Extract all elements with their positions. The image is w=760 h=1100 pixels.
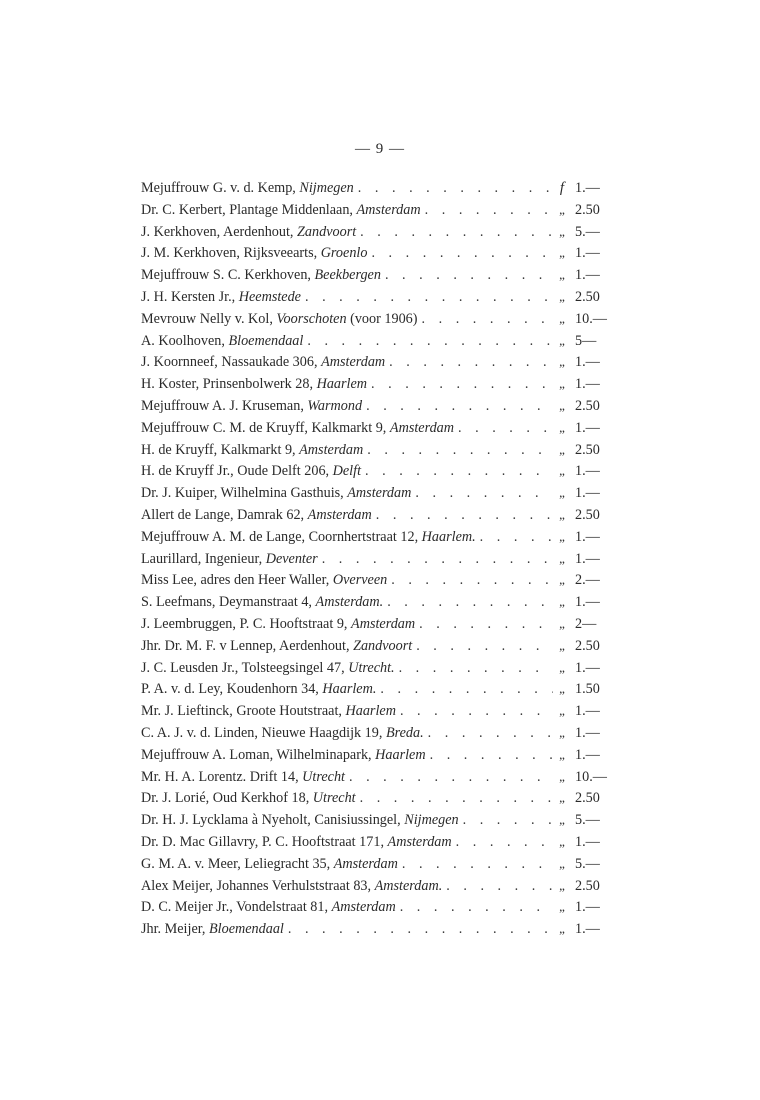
entry-name: A. Koolhoven,	[141, 332, 229, 349]
currency-mark: „	[559, 812, 565, 828]
entry-name: Jhr. Dr. M. F. v Lennep, Aerdenhout,	[141, 637, 354, 654]
list-item	[141, 551, 611, 573]
dot-leader	[459, 812, 553, 829]
currency-mark: „	[559, 659, 565, 675]
entry-name: Laurillard, Ingenieur,	[141, 550, 266, 567]
entry-name: Mevrouw Nelly v. Kol,	[141, 310, 277, 327]
dot-leader	[363, 442, 553, 459]
entry-place: Amsterdam	[331, 899, 396, 916]
entry-text	[141, 878, 442, 895]
entry-name: Mr. J. Lieftinck, Groote Houtstraat,	[141, 703, 346, 720]
currency-mark: „	[559, 397, 565, 413]
amount: 5.—	[575, 812, 600, 829]
list-item	[141, 398, 611, 420]
currency-mark: „	[559, 332, 565, 348]
entry-text	[141, 354, 385, 371]
amount: 2—	[575, 615, 597, 632]
entry-name: Mejuffrouw G. v. d. Kemp,	[141, 180, 300, 196]
entry-place: Zandvoort	[297, 223, 357, 240]
entry-name: Dr. H. J. Lycklama à Nyeholt, Canisiussingel,	[141, 812, 405, 829]
dot-leader	[442, 878, 553, 895]
entry-text	[141, 333, 303, 350]
entry-name: Mejuffrouw A. J. Kruseman,	[141, 397, 308, 414]
list-item	[141, 333, 611, 355]
amount: 1.—	[575, 419, 600, 436]
entry-text	[141, 289, 301, 306]
dot-leader	[356, 224, 553, 241]
entry-name: H. de Kruyff Jr., Oude Delft 206,	[141, 463, 333, 480]
entry-text	[141, 725, 424, 742]
currency-mark: „	[559, 703, 565, 719]
currency-mark: „	[559, 899, 565, 915]
entry-name: D. C. Meijer Jr., Vondelstraat 81,	[141, 899, 332, 916]
currency-mark: „	[559, 594, 565, 610]
list-item	[141, 616, 611, 638]
entry-name: Mejuffrouw A. M. de Lange, Coornhertstraat 12,	[141, 528, 422, 545]
entry-suffix: (voor 1906)	[346, 310, 418, 327]
entry-text	[141, 638, 412, 655]
entry-text	[141, 572, 387, 589]
entry-place: Heemstede	[238, 288, 301, 305]
entry-text	[141, 202, 421, 219]
entry-place: Amsterdam	[387, 833, 452, 850]
currency-mark: „	[559, 681, 565, 697]
list-item	[141, 289, 611, 311]
dot-leader	[411, 485, 553, 502]
list-item	[141, 507, 611, 529]
entry-place: Bloemendaal	[228, 332, 304, 349]
entry-text	[141, 311, 418, 328]
list-item	[141, 224, 611, 246]
amount: 1.—	[575, 833, 600, 850]
entry-place: Amsterdam	[307, 506, 372, 523]
currency-mark: „	[559, 855, 565, 871]
amount: 2.50	[575, 397, 600, 414]
entry-text	[141, 834, 452, 851]
amount: 1.50	[575, 681, 600, 698]
entry-place: Breda.	[385, 724, 424, 741]
entry-place: Amsterdam	[351, 615, 416, 632]
amount: 5.—	[575, 223, 600, 240]
list-item	[141, 660, 611, 682]
entry-place: Haarlem	[375, 746, 426, 763]
entry-place: Voorschoten	[276, 310, 347, 327]
entry-text	[141, 442, 363, 459]
currency-mark: „	[559, 419, 565, 435]
list-item	[141, 245, 611, 267]
dot-leader	[452, 834, 553, 851]
list-item	[141, 725, 611, 747]
dot-leader	[367, 245, 553, 262]
list-item	[141, 442, 611, 464]
entry-text	[141, 921, 284, 938]
list-item	[141, 681, 611, 703]
entry-text	[141, 856, 398, 873]
dot-leader	[421, 202, 553, 219]
amount: 1.—	[575, 746, 600, 763]
list-item	[141, 180, 611, 202]
list-item	[141, 747, 611, 769]
amount: 5—	[575, 332, 597, 349]
list-item	[141, 769, 611, 791]
dot-leader	[356, 790, 553, 807]
currency-mark: „	[559, 201, 565, 217]
entry-name: Dr. C. Kerbert, Plantage Middenlaan,	[141, 201, 357, 218]
entry-text	[141, 660, 395, 677]
entry-name: J. H. Kersten Jr.,	[141, 288, 239, 305]
currency-mark: „	[559, 223, 565, 239]
amount: 2.50	[575, 790, 600, 807]
entry-text	[141, 812, 459, 829]
entry-name: Miss Lee, adres den Heer Waller,	[141, 572, 333, 589]
entry-text	[141, 790, 356, 807]
dot-leader	[367, 376, 553, 393]
currency-mark: f	[559, 180, 565, 196]
entry-place: Zandvoort	[353, 637, 413, 654]
list-item	[141, 202, 611, 224]
currency-mark: „	[559, 790, 565, 806]
amount: 10.—	[575, 768, 607, 785]
currency-mark: „	[559, 267, 565, 283]
list-item	[141, 529, 611, 551]
entry-text	[141, 267, 381, 284]
list-item	[141, 420, 611, 442]
amount: 1.—	[575, 354, 600, 371]
dot-leader	[376, 681, 553, 698]
currency-mark: „	[559, 615, 565, 631]
dot-leader	[385, 354, 553, 371]
list-item	[141, 899, 611, 921]
amount: 2.50	[575, 877, 600, 894]
entry-name: S. Leefmans, Deymanstraat 4,	[141, 594, 316, 611]
dot-leader	[454, 420, 553, 437]
entry-place: Amsterdam	[333, 855, 398, 872]
entry-name: Allert de Lange, Damrak 62,	[141, 506, 308, 523]
entry-name: Dr. J. Kuiper, Wilhelmina Gasthuis,	[141, 485, 348, 502]
entry-text	[141, 507, 372, 524]
list-item	[141, 703, 611, 725]
amount: 2.—	[575, 572, 600, 589]
dot-leader	[396, 899, 553, 916]
entry-name: G. M. A. v. Meer, Leliegracht 35,	[141, 855, 334, 872]
dot-leader	[476, 529, 553, 546]
dot-leader	[372, 507, 553, 524]
entry-place: Haarlem.	[421, 528, 476, 545]
list-item	[141, 376, 611, 398]
dot-leader	[412, 638, 553, 655]
entry-name: Mejuffrouw A. Loman, Wilhelminapark,	[141, 746, 376, 763]
list-item	[141, 572, 611, 594]
entry-text	[141, 747, 426, 764]
list-item	[141, 485, 611, 507]
currency-mark: „	[559, 485, 565, 501]
currency-mark: „	[559, 506, 565, 522]
amount: 1.—	[575, 245, 600, 262]
list-item	[141, 311, 611, 333]
entry-text	[141, 485, 411, 502]
dot-leader	[383, 594, 553, 611]
dot-leader	[381, 267, 553, 284]
entry-place: Utrecht.	[348, 659, 395, 676]
entry-place: Amsterdam	[299, 441, 364, 458]
amount: 2.50	[575, 506, 600, 523]
currency-mark: „	[559, 746, 565, 762]
entry-name: J. M. Kerkhoven, Rijksveearts,	[141, 245, 321, 262]
dot-leader	[318, 551, 553, 568]
entry-place: Nijmegen	[404, 812, 459, 829]
entry-place: Amsterdam.	[315, 594, 384, 611]
amount: 1.—	[575, 659, 600, 676]
dot-leader	[362, 398, 553, 415]
dot-leader	[418, 311, 554, 328]
entry-place: Groenlo	[320, 245, 368, 262]
entry-name: Alex Meijer, Johannes Verhulststraat 83,	[141, 877, 375, 894]
dot-leader	[284, 921, 553, 938]
dot-leader	[301, 289, 553, 306]
dot-leader	[345, 769, 553, 786]
amount: 2.50	[575, 288, 600, 305]
currency-mark: „	[559, 310, 565, 326]
currency-mark: „	[559, 288, 565, 304]
entry-name: C. A. J. v. d. Linden, Nieuwe Haagdijk 19,	[141, 724, 386, 741]
entry-name: Mejuffrouw C. M. de Kruyff, Kalkmarkt 9,	[141, 419, 390, 436]
entry-place: Amsterdam	[356, 201, 421, 218]
entry-text	[141, 681, 376, 698]
dot-leader	[303, 333, 553, 350]
page-number: — 9 —	[355, 141, 405, 157]
entry-text	[141, 245, 367, 262]
list-item	[141, 921, 611, 943]
entry-place: Delft	[332, 463, 362, 480]
dot-leader	[361, 463, 553, 480]
amount: 1.—	[575, 703, 600, 720]
amount: 10.—	[575, 310, 607, 327]
currency-mark: „	[559, 245, 565, 261]
currency-mark: „	[559, 768, 565, 784]
list-item	[141, 834, 611, 856]
entry-text	[141, 376, 367, 393]
entry-place: Nijmegen	[299, 180, 354, 196]
dot-leader	[424, 725, 553, 742]
list-item	[141, 812, 611, 834]
amount: 1.—	[575, 550, 600, 567]
currency-mark: „	[559, 833, 565, 849]
entry-place: Haarlem	[316, 376, 368, 393]
amount: 5.—	[575, 855, 600, 872]
list-item	[141, 856, 611, 878]
entry-place: Warmond	[307, 397, 363, 414]
currency-mark: „	[559, 572, 565, 588]
currency-mark: „	[559, 376, 565, 392]
amount: 1.—	[575, 180, 600, 196]
currency-mark: „	[559, 877, 565, 893]
entry-name: Mejuffrouw S. C. Kerkhoven,	[141, 267, 315, 284]
list-item	[141, 463, 611, 485]
list-item	[141, 638, 611, 660]
amount: 1.—	[575, 485, 600, 502]
entry-name: J. C. Leusden Jr., Tolsteegsingel 47,	[141, 659, 349, 676]
entry-place: Deventer	[265, 550, 318, 567]
entry-name: J. Leembruggen, P. C. Hooftstraat 9,	[141, 615, 352, 632]
currency-mark: „	[559, 637, 565, 653]
amount: 1.—	[575, 267, 600, 284]
entry-place: Amsterdam.	[374, 877, 443, 894]
entry-place: Amsterdam	[389, 419, 455, 436]
dot-leader	[426, 747, 553, 764]
entry-name: J. Koornneef, Nassaukade 306,	[141, 354, 322, 371]
amount: 2.50	[575, 441, 600, 458]
amount: 1.—	[575, 921, 600, 938]
currency-mark: „	[559, 724, 565, 740]
entry-text	[141, 463, 361, 480]
list-item	[141, 790, 611, 812]
list-item	[141, 878, 611, 900]
currency-mark: „	[559, 354, 565, 370]
entry-place: Overveen	[332, 572, 388, 589]
currency-mark: „	[559, 441, 565, 457]
currency-mark: „	[559, 528, 565, 544]
amount: 1.—	[575, 899, 600, 916]
amount: 1.—	[575, 463, 600, 480]
entry-name: Dr. J. Lorié, Oud Kerkhof 18,	[141, 790, 313, 807]
dot-leader	[398, 856, 553, 873]
list-item	[141, 267, 611, 289]
entry-place: Amsterdam	[321, 354, 386, 371]
entry-place: Haarlem.	[322, 681, 377, 698]
entry-text	[141, 529, 476, 546]
entry-text	[141, 769, 345, 786]
amount: 2.50	[575, 201, 600, 218]
currency-mark: „	[559, 550, 565, 566]
amount: 1.—	[575, 724, 600, 741]
subscriber-list	[141, 180, 611, 943]
amount: 1.—	[575, 376, 600, 393]
dot-leader	[395, 660, 553, 677]
dot-leader	[396, 703, 553, 720]
entry-place: Utrecht	[302, 768, 345, 785]
entry-text	[141, 420, 454, 437]
entry-text	[141, 899, 396, 916]
amount: 2.50	[575, 637, 600, 654]
entry-name: Jhr. Meijer,	[141, 921, 209, 938]
entry-place: Utrecht	[312, 790, 356, 807]
currency-mark: „	[559, 463, 565, 479]
entry-text	[141, 551, 318, 568]
dot-leader	[354, 180, 553, 197]
entry-place: Bloemendaal	[209, 921, 284, 938]
entry-text	[141, 398, 362, 415]
entry-name: Dr. D. Mac Gillavry, P. C. Hooftstraat 171,	[141, 833, 388, 850]
entry-name: H. de Kruyff, Kalkmarkt 9,	[141, 441, 300, 458]
entry-place: Haarlem	[345, 703, 396, 720]
entry-text	[141, 224, 356, 241]
entry-text	[141, 180, 354, 197]
entry-name: H. Koster, Prinsenbolwerk 28,	[141, 376, 317, 393]
entry-name: P. A. v. d. Ley, Koudenhorn 34,	[141, 681, 323, 698]
list-item	[141, 354, 611, 376]
entry-place: Beekbergen	[314, 267, 381, 284]
entry-text	[141, 703, 396, 720]
amount: 1.—	[575, 528, 600, 545]
entry-place: Amsterdam	[347, 485, 412, 502]
entry-text	[141, 594, 383, 611]
list-item	[141, 594, 611, 616]
currency-mark: „	[559, 921, 565, 937]
dot-leader	[387, 572, 553, 589]
amount: 1.—	[575, 594, 600, 611]
entry-name: Mr. H. A. Lorentz. Drift 14,	[141, 768, 303, 785]
entry-text	[141, 616, 415, 633]
dot-leader	[415, 616, 553, 633]
entry-name: J. Kerkhoven, Aerdenhout,	[141, 223, 298, 240]
